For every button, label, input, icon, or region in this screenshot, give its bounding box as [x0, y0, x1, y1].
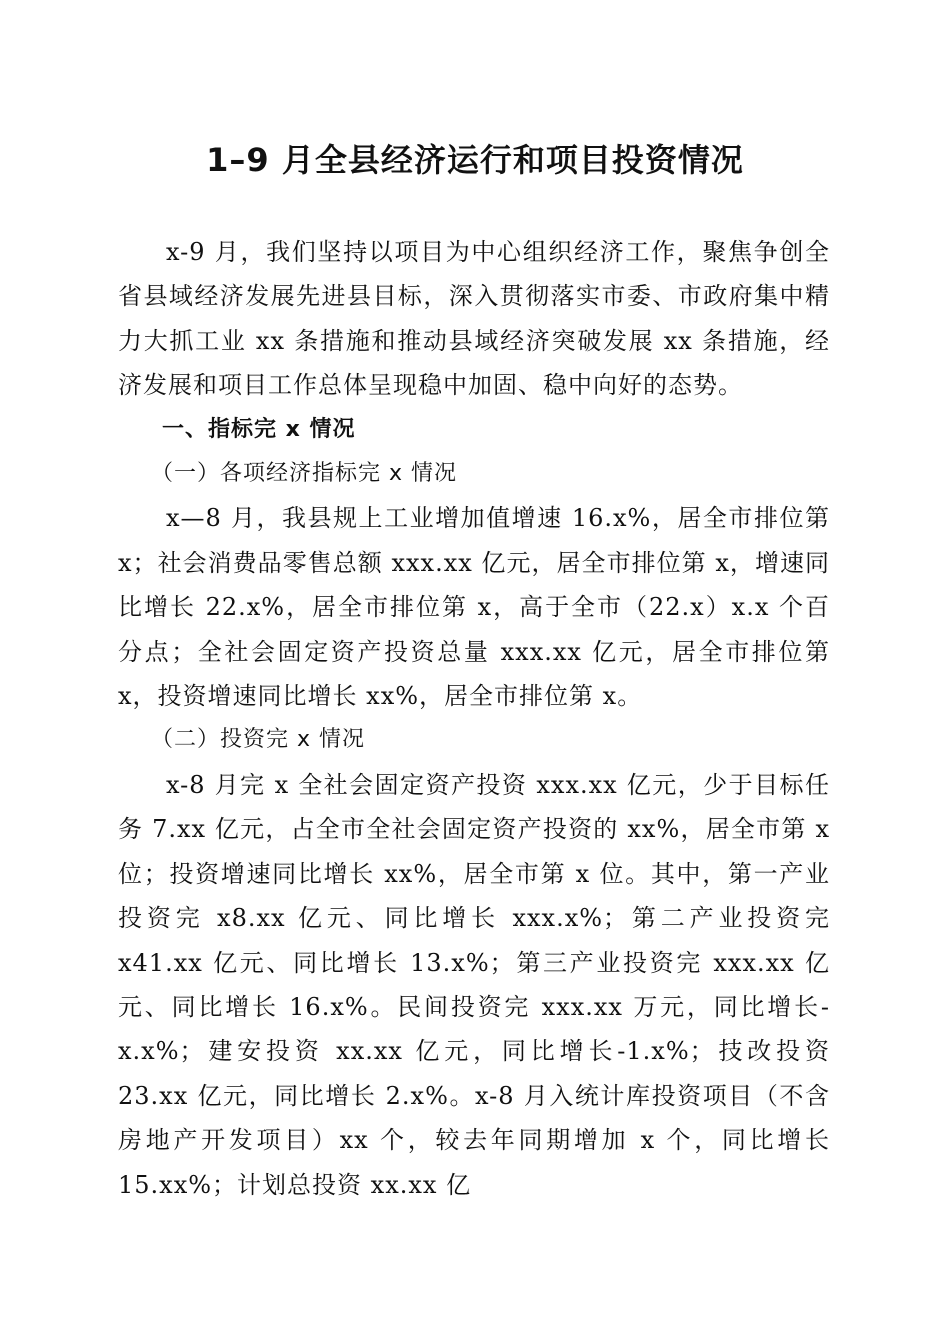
intro-paragraph: x-9 月，我们坚持以项目为中心组织经济工作，聚焦争创全省县域经济发展先进县目标，深入贯彻落实市委、市政府集中精力大抓工业 xx 条措施和推动县域经济突破发展 xx 条措施，经济发展和项目工作总体呈现稳中加固、稳中向好的态势。: [118, 238, 830, 400]
subsection-heading-investment: （二）投资完 x 情况: [151, 727, 366, 753]
investment-paragraph: x-8 月完 x 全社会固定资产投资 xxx.xx 亿元，少于目标任务 7.xx 亿元，占全市全社会固定资产投资的 xx%，居全市第 x 位；投资增速同比增长 xx%，居全市第 x 位。其中，第一产业投资完 x8.xx 亿元、同比增长 xxx.x%；第二产业投资完 x41.xx 亿元、同比增长 13.x%；第三产业投资完 xxx.xx 亿元、同比增长 16.x%。民间投资完 xxx.xx 万元，同比增长-x.x%；建安投资 xx.xx 亿元，同比增长-1.x%；技改投资 23.xx 亿元，同比增长 2.x%。x-8 月入统计库投资项目（不含房地产开发项目）xx 个，较去年同期增加 x 个，同比增长 15.xx%；计划总投资 xx.xx 亿: [118, 770, 830, 1199]
document-title: 1–9 月全县经济运行和项目投资情况: [206, 141, 744, 179]
economic-indicators-paragraph: x—8 月，我县规上工业增加值增速 16.x%，居全市排位第 x；社会消费品零售总额 xxx.xx 亿元，居全市排位第 x，增速同比增长 22.x%，居全市排位第 x，高于全市（22.x）x.x 个百分点；全社会固定资产投资总量 xxx.xx 亿元，居全市排位第 x，投资增速同比增长 xx%，居全市排位第 x。: [118, 504, 830, 711]
document-body: [118, 230, 830, 1207]
subsection-heading-economic-indicators: （一）各项经济指标完 x 情况: [151, 461, 458, 487]
section-heading-indicators: 一、指标完 x 情况: [162, 416, 356, 442]
